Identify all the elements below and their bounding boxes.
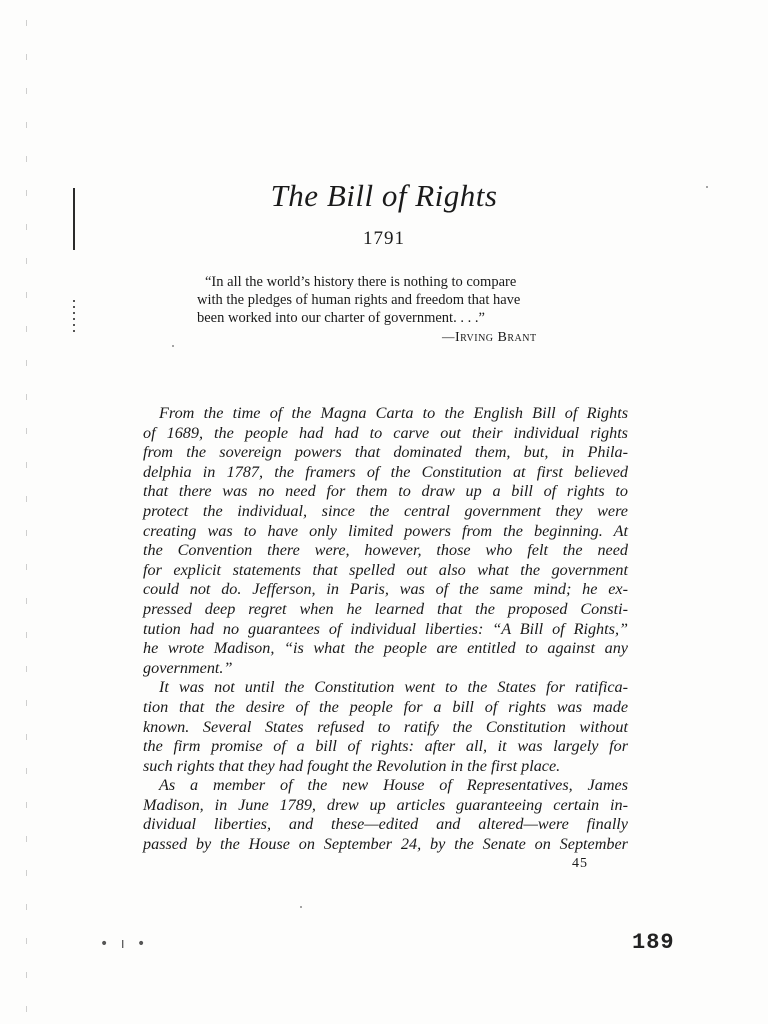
body-line: From the time of the Magna Carta to the English Bill of Rights	[159, 404, 628, 422]
epigraph	[197, 273, 597, 327]
stamp-number: 189	[632, 930, 675, 955]
body-line: of 1689, the people had had to carve out their individual rights	[143, 423, 628, 442]
body-text	[143, 404, 628, 855]
attribution-name: Irving Brant	[455, 330, 537, 345]
body-line: passed by the House on September 24, by the Senate on September	[143, 835, 628, 854]
page-title: The Bill of Rights	[270, 178, 498, 213]
body-line: As a member of the new House of Representatives, James	[159, 776, 628, 795]
body-line: Madison, in June 1789, drew up articles guaranteeing certain in-	[143, 795, 628, 814]
scan-speck	[706, 186, 708, 188]
epigraph-line: “In all the world’s history there is nothing to compare	[205, 274, 517, 290]
scan-speck	[172, 345, 174, 347]
body-line: tution had no guarantees of individual liberties: “A Bill of Rights,”	[143, 619, 628, 638]
scan-speck	[300, 906, 302, 908]
stamp-mark: • ı •	[100, 936, 150, 952]
body-line: from the sovereign powers that dominated them, but, in Phila-	[143, 443, 628, 462]
binding-dots	[73, 300, 75, 336]
body-line: could not do. Jefferson, in Paris, was of the same mind; he ex-	[143, 580, 628, 599]
hole-punch-margin	[22, 20, 32, 1020]
body-line: It was not until the Constitution went to the States for ratifica-	[159, 678, 628, 697]
body-line: such rights that they had fought the Revolution in the first place.	[143, 756, 561, 775]
epigraph-line: with the pledges of human rights and freedom that have	[197, 292, 521, 308]
attribution-dash: —	[442, 330, 455, 344]
body-line: that there was no need for them to draw up a bill of rights to	[143, 482, 628, 501]
body-line: for explicit statements that spelled out also what the government	[143, 560, 628, 579]
body-line: he wrote Madison, “is what the people are entitled to against any	[143, 639, 628, 658]
body-line: the Convention there were, however, those who felt the need	[143, 541, 628, 560]
body-line: known. Several States refused to ratify the Constitution without	[143, 717, 628, 736]
page-number: 45	[572, 856, 588, 871]
epigraph-line: been worked into our charter of government. . . .”	[197, 310, 485, 326]
body-line: government.”	[143, 658, 233, 677]
body-line: the firm promise of a bill of rights: after all, it was largely for	[143, 737, 628, 756]
page-year: 1791	[363, 228, 405, 249]
body-line: pressed deep regret when he learned that the proposed Consti-	[143, 599, 628, 618]
epigraph-attribution	[442, 330, 537, 346]
body-line: protect the individual, since the central government they were	[143, 501, 628, 520]
body-line: tion that the desire of the people for a bill of rights was made	[143, 697, 628, 716]
body-line: dividual liberties, and these—edited and altered—were finally	[143, 815, 628, 834]
body-line: delphia in 1787, the framers of the Constitution at first believed	[143, 462, 628, 481]
body-line: creating was to have only limited powers from the beginning. At	[143, 521, 628, 540]
